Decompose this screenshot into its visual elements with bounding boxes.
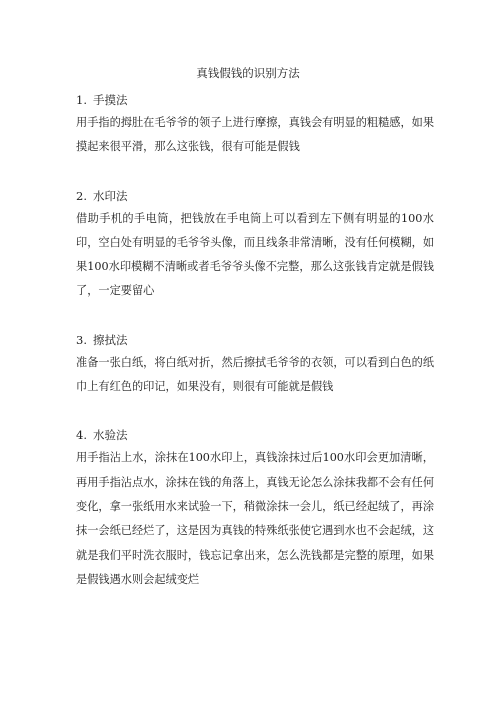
section-water-test-method xyxy=(76,427,434,592)
section-touch-method xyxy=(76,92,434,160)
section-paragraph: 准备一张白纸，将白纸对折，然后擦拭毛爷爷的衣领，可以看到白色的纸巾上有红色的印记，如果没有，则很有可能就是假钱 xyxy=(76,355,435,394)
section-number: 1. xyxy=(76,93,87,107)
section-number: 4. xyxy=(76,428,87,443)
section-watermark-method xyxy=(76,188,434,304)
section-heading-text: 擦拭法 xyxy=(92,332,128,347)
section-heading-text: 水验法 xyxy=(92,428,128,443)
document-body xyxy=(76,92,434,592)
section-heading-text: 水印法 xyxy=(92,188,128,203)
section-number: 3. xyxy=(76,332,87,347)
section-paragraph: 用手指沾上水，涂抹在100水印上，真钱涂抹过后100水印会更加清晰，再用手指沾点水，涂抹在钱的角落上，真钱无论怎么涂抹我都不会有任何变化，拿一张纸用水来试验一下，稍微涂抹一会儿，纸已经起绒了，再涂抹一会纸已经烂了，这是因为真钱的特殊纸张使它遇到水也不会起绒，这就是我们平时洗衣服时，钱忘记拿出来，怎么洗钱都是完整的原理，如果是假钱遇水则会起绒变烂 xyxy=(76,451,435,586)
section-paragraph: 借助手机的手电筒，把钱放在手电筒上可以看到左下侧有明显的100水印，空白处有明显的毛爷爷头像，而且线条非常清晰，没有任何模糊，如果100水印模糊不清晰或者毛爷爷头像不完整，那么这张钱肯定就是假钱了，一定要留心 xyxy=(76,211,435,298)
section-heading xyxy=(76,188,434,204)
section-heading xyxy=(76,427,434,443)
section-heading-text: 手摸法 xyxy=(92,93,128,107)
section-heading xyxy=(76,332,434,348)
section-paragraph: 用手指的拇肚在毛爷爷的领子上进行摩擦，真钱会有明显的粗糙感，如果摸起来很平滑，那么这张钱，很有可能是假钱 xyxy=(76,116,435,154)
section-heading xyxy=(76,92,434,108)
document-title: 真钱假钱的识别方法 xyxy=(196,66,300,80)
section-wipe-method xyxy=(76,332,434,400)
section-number: 2. xyxy=(76,188,87,203)
